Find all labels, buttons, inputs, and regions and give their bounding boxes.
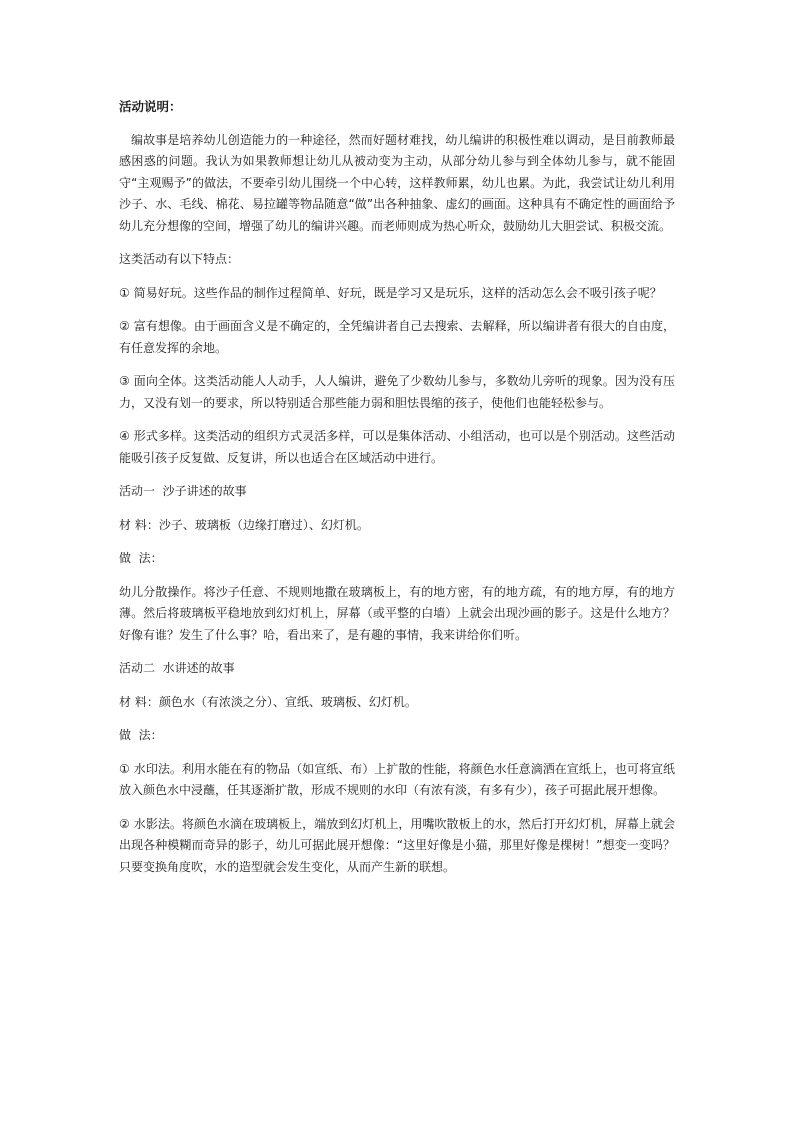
feature-text: 简易好玩。这些作品的制作过程简单、好玩，既是学习又是玩乐，这样的活动怎么会不吸引孩子呢？ bbox=[133, 285, 662, 300]
method-marker: ① bbox=[119, 761, 130, 776]
activity1-method-label: 做 法： bbox=[119, 551, 163, 565]
feature-marker: ① bbox=[119, 285, 130, 300]
activity1-method: 幼儿分散操作。将沙子任意、不规则地撒在玻璃板上，有的地方密，有的地方疏，有的地方厚，有的地方薄。然后将玻璃板平稳地放到幻灯机上，屏幕（或平整的白墙）上就会出现沙画的影子。这是什么地方？好像有谁？发生了什么事？哈，看出来了，是有趣的事情，我来讲给你们听。 bbox=[119, 584, 675, 642]
method-item bbox=[119, 759, 675, 802]
feature-marker: ④ bbox=[119, 429, 130, 443]
feature-item bbox=[119, 316, 675, 359]
feature-item bbox=[119, 426, 675, 469]
method-marker: ② bbox=[119, 816, 130, 831]
feature-text: 面向全体。这类活动能人人动手，人人编讲，避免了少数幼儿参与，多数幼儿旁听的现象。因为没有压力，又没有划一的要求，所以特别适合那些能力弱和胆怯畏缩的孩子，使他们也能轻松参与。 bbox=[119, 374, 675, 410]
method-text: 水影法。将颜色水滴在玻璃板上，端放到幻灯机上，用嘴吹散板上的水，然后打开幻灯机，屏幕上就会出现各种模糊而奇异的影子，幼儿可据此展开想像：“这里好像是小猫，那里好像是棵树！”想变一变吗？只要变换角度吹，水的造型就会发生变化，从而产生新的联想。 bbox=[119, 816, 675, 874]
feature-text: 形式多样。这类活动的组织方式灵活多样，可以是集体活动、小组活动，也可以是个别活动。这些活动能吸引孩子反复做、反复讲，所以也适合在区域活动中进行。 bbox=[119, 429, 675, 465]
intro-paragraph: 编故事是培养幼儿创造能力的一种途径，然而好题材难找，幼儿编讲的积极性难以调动，是目前教师最感困惑的问题。我认为如果教师想让幼儿从被动变为主动，从部分幼儿参与到全体幼儿参与，就不能固守“主观赐予”的做法，不要牵引幼儿围绕一个中心转，这样教师累，幼儿也累。为此，我尝试让幼儿利用沙子、水、毛线、棉花、易拉罐等物品随意“做”出各种抽象、虚幻的画面。这种具有不确定性的画面给予幼儿充分想像的空间，增强了幼儿的编讲兴趣。而老师则成为热心听众，鼓励幼儿大胆尝试、积极交流。 bbox=[119, 132, 675, 233]
feature-text: 富有想像。由于画面含义是不确定的，全凭编讲者自己去搜索、去解释，所以编讲者有很大的自由度，有任意发挥的余地。 bbox=[119, 319, 675, 355]
activity1-title: 活动一 沙子讲述的故事 bbox=[119, 484, 247, 498]
section-heading: 活动说明： bbox=[119, 99, 182, 114]
document-page bbox=[119, 96, 675, 878]
activity2-materials: 材 料：颜色水（有浓淡之分）、宣纸、玻璃板、幻灯机。 bbox=[119, 694, 417, 709]
activity1-materials: 材 料：沙子、玻璃板（边缘打磨过）、幻灯机。 bbox=[119, 517, 369, 532]
feature-marker: ③ bbox=[119, 374, 130, 388]
method-item bbox=[119, 814, 675, 879]
activity2-title: 活动二 水讲述的故事 bbox=[119, 661, 235, 675]
method-text: 水印法。利用水能在有的物品（如宣纸、布）上扩散的性能，将颜色水任意滴洒在宣纸上，也可将宣纸放入颜色水中浸蘸，任其逐渐扩散，形成不规则的水印（有浓有淡，有多有少），孩子可据此展开想像。 bbox=[119, 761, 675, 797]
feature-marker: ② bbox=[119, 319, 130, 333]
feature-item bbox=[119, 371, 675, 414]
feature-item bbox=[119, 283, 675, 305]
activity2-method-label: 做 法： bbox=[119, 728, 163, 742]
features-intro: 这类活动有以下特点： bbox=[119, 252, 240, 266]
